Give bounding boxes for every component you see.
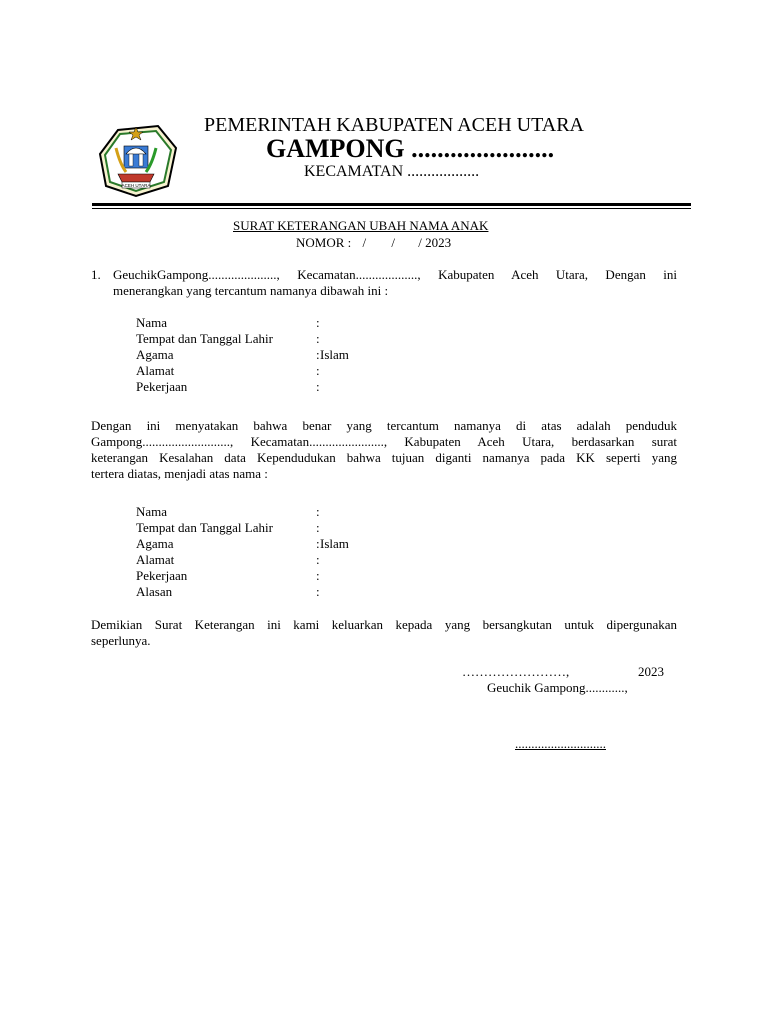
para2-line1: Dengan ini menyatakan bahwa benar yang tercantum namanya di atas adalah penduduk	[91, 418, 677, 433]
para3-line2: seperlunya.	[91, 633, 151, 648]
para2-line4: tertera diatas, menjadi atas nama :	[91, 466, 268, 481]
field-value: Islam	[320, 536, 349, 551]
logo-text: ACEH UTARA	[121, 183, 151, 188]
field-label: Pekerjaan	[136, 568, 188, 583]
field-label: Nama	[136, 315, 168, 330]
para2-line2: Gampong..........................., Kecamatan......................., Kabupaten Aceh Utara, berdasarkan surat	[91, 434, 677, 449]
para1-number: 1.	[91, 267, 101, 282]
para1-line2: menerangkan yang tercantum namanya dibawah ini :	[113, 283, 389, 298]
field-label: Agama	[136, 347, 174, 362]
para1-line1: GeuchikGampong....................., Kecamatan..................., Kabupaten Aceh Utara, Dengan ini	[113, 267, 677, 282]
field-label: Nama	[136, 504, 168, 519]
para2-line3: keterangan Kesalahan data Kependudukan bahwa tujuan diganti namanya pada KK seperti yang	[91, 450, 677, 465]
field-colon: :	[316, 379, 320, 394]
nomor-sep-1: /	[362, 235, 367, 250]
header-kecamatan-title: KECAMATAN ..................	[304, 163, 480, 180]
signature-year: 2023	[638, 664, 664, 679]
nomor-sep-2: /	[391, 235, 396, 250]
field-value: Islam	[320, 347, 349, 362]
field-colon: :	[316, 568, 320, 583]
para3-line1: Demikian Surat Keterangan ini kami keluarkan kepada yang bersangkutan untuk dipergunakan	[91, 617, 677, 632]
letter-title: SURAT KETERANGAN UBAH NAMA ANAK	[233, 218, 489, 233]
field-colon: :	[316, 504, 320, 519]
header-divider-thick	[92, 203, 691, 206]
signature-role: Geuchik Gampong............,	[487, 680, 628, 695]
signature-name: ............................	[515, 736, 606, 751]
field-colon: :	[316, 520, 320, 535]
field-label: Alasan	[136, 584, 173, 599]
field-colon: :	[316, 536, 320, 551]
field-label: Pekerjaan	[136, 379, 188, 394]
signature-place-date: ……………………,	[462, 664, 570, 679]
field-label: Tempat dan Tanggal Lahir	[136, 331, 273, 346]
field-colon: :	[316, 552, 320, 567]
header-gampong-title: GAMPONG ......................	[266, 134, 555, 163]
field-colon: :	[316, 363, 320, 378]
header-divider-thin	[92, 208, 691, 209]
field-colon: :	[316, 315, 320, 330]
field-label: Tempat dan Tanggal Lahir	[136, 520, 273, 535]
field-label: Alamat	[136, 552, 175, 567]
field-label: Agama	[136, 536, 174, 551]
field-label: Alamat	[136, 363, 175, 378]
nomor-year: / 2023	[418, 235, 452, 250]
nomor-label: NOMOR :	[296, 235, 352, 250]
field-colon: :	[316, 331, 320, 346]
field-colon: :	[316, 584, 320, 599]
letter-number	[296, 235, 451, 251]
aceh-utara-emblem-logo	[96, 124, 178, 198]
field-colon: :	[316, 347, 320, 362]
header-government-title: PEMERINTAH KABUPATEN ACEH UTARA	[204, 114, 584, 136]
